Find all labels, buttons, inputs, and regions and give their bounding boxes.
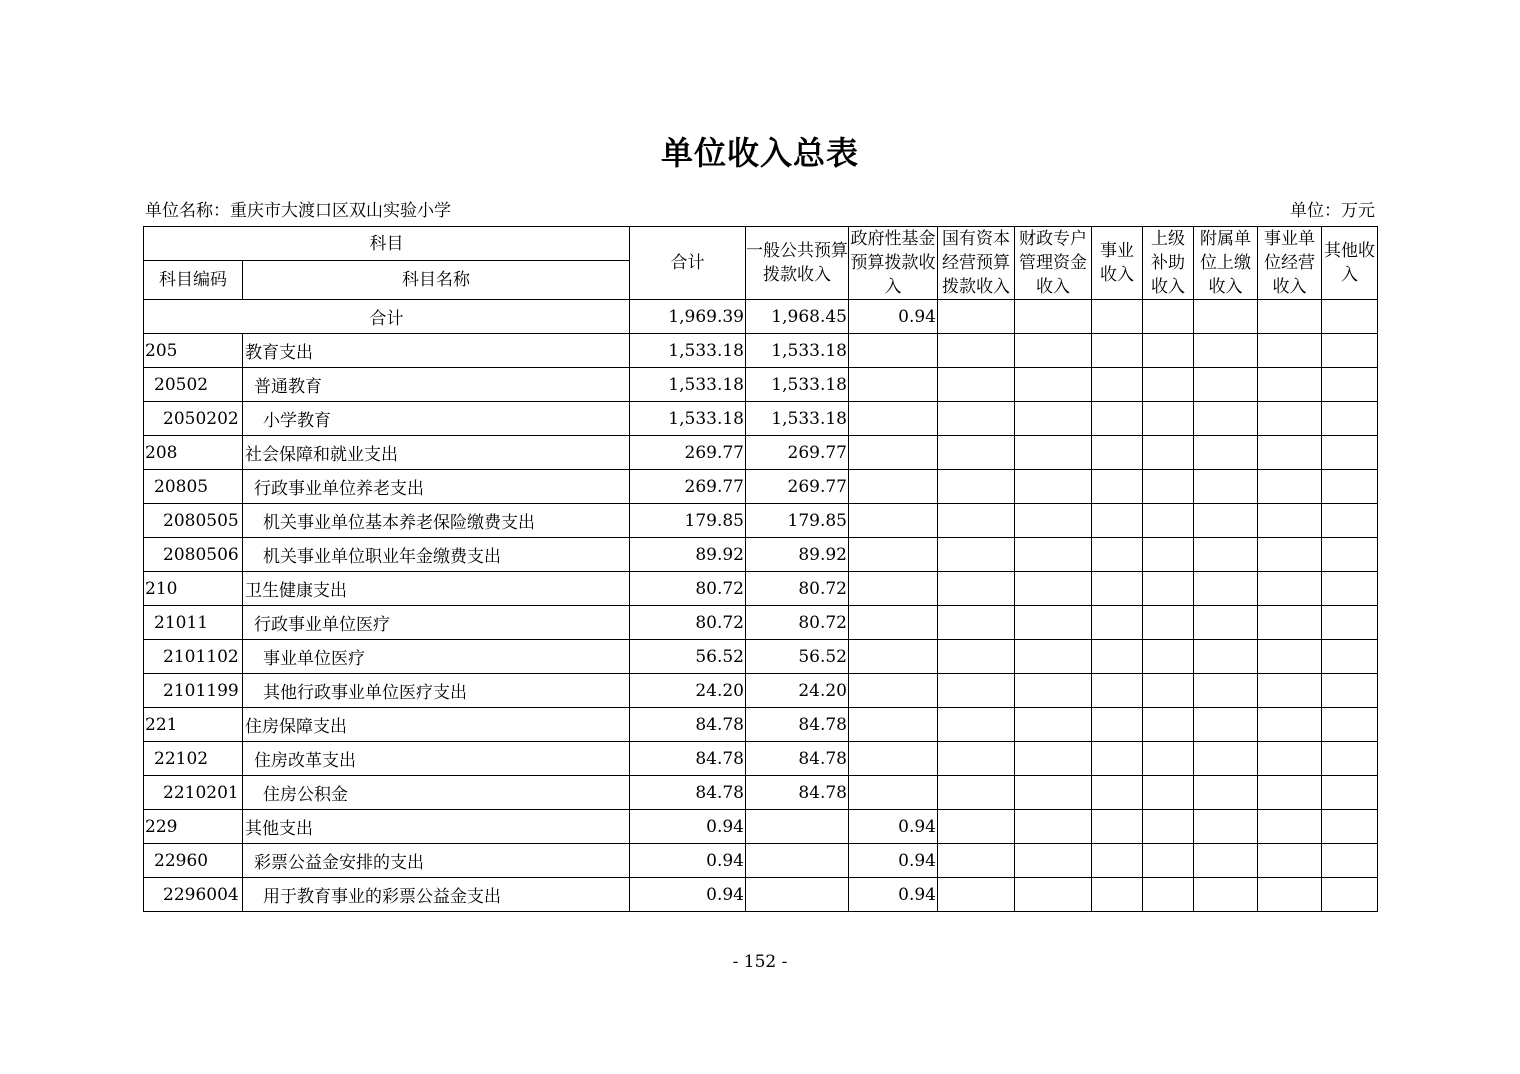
subject-code: 205 [144,334,243,368]
amount-cell [849,708,938,742]
amount-cell [1015,640,1092,674]
amount-cell [1015,538,1092,572]
subject-name: 小学教育 [243,402,630,436]
amount-cell [1194,368,1258,402]
amount-cell: 84.78 [746,776,849,810]
amount-cell [849,776,938,810]
amount-cell [938,606,1015,640]
amount-cell: 80.72 [746,606,849,640]
amount-cell [1258,334,1322,368]
amount-cell [1143,640,1194,674]
table-row [144,844,1378,878]
table-row [144,674,1378,708]
amount-cell [746,844,849,878]
amount-cell [1143,810,1194,844]
amount-cell: 1,533.18 [746,334,849,368]
amount-cell [1015,402,1092,436]
subject-name: 普通教育 [243,368,630,402]
amount-cell [1092,470,1143,504]
amount-cell [1015,810,1092,844]
table-row [144,776,1378,810]
amount-cell [1322,878,1378,912]
table-row [144,742,1378,776]
subject-code: 229 [144,810,243,844]
subject-name: 机关事业单位基本养老保险缴费支出 [243,504,630,538]
amount-cell [1092,436,1143,470]
subject-name: 行政事业单位医疗 [243,606,630,640]
amount-cell [1322,606,1378,640]
subject-code: 2210201 [144,776,243,810]
amount-cell [1015,708,1092,742]
amount-cell: 24.20 [630,674,746,708]
amount-cell [1015,878,1092,912]
amount-cell [938,538,1015,572]
table-row [144,878,1378,912]
amount-cell [1322,708,1378,742]
header-col-operating-income: 事业单位经营收入 [1258,227,1322,300]
amount-cell [1143,402,1194,436]
amount-cell [849,368,938,402]
amount-cell [1258,844,1322,878]
amount-cell [849,742,938,776]
amount-cell [1322,402,1378,436]
subject-name: 行政事业单位养老支出 [243,470,630,504]
amount-cell [1322,504,1378,538]
amount-cell [938,708,1015,742]
amount-cell [1015,674,1092,708]
amount-cell [1092,810,1143,844]
total-value [1258,300,1322,334]
amount-cell [1322,810,1378,844]
amount-cell [1092,334,1143,368]
amount-cell [1015,334,1092,368]
amount-cell [849,470,938,504]
amount-cell [1143,334,1194,368]
amount-cell [1143,368,1194,402]
amount-cell [1194,436,1258,470]
table-row [144,402,1378,436]
amount-cell [1092,878,1143,912]
amount-cell: 80.72 [746,572,849,606]
amount-cell [938,844,1015,878]
amount-cell [849,640,938,674]
total-value [1092,300,1143,334]
amount-cell [1258,470,1322,504]
amount-cell: 80.72 [630,572,746,606]
amount-cell [1194,742,1258,776]
table-row [144,470,1378,504]
amount-cell [1015,436,1092,470]
total-value [938,300,1015,334]
amount-cell [1092,368,1143,402]
amount-cell [1322,844,1378,878]
table-row [144,810,1378,844]
total-value [1143,300,1194,334]
amount-cell [849,334,938,368]
amount-cell [1015,776,1092,810]
amount-cell [1143,776,1194,810]
amount-cell [849,402,938,436]
amount-cell [938,504,1015,538]
amount-cell [1258,878,1322,912]
amount-cell: 0.94 [849,810,938,844]
amount-cell [1322,674,1378,708]
amount-cell [1258,776,1322,810]
amount-cell [938,334,1015,368]
amount-cell: 269.77 [746,470,849,504]
amount-cell [1092,606,1143,640]
table-row [144,606,1378,640]
amount-cell [1092,674,1143,708]
amount-cell [1322,742,1378,776]
header-col-state-capital: 国有资本经营预算拨款收入 [938,227,1015,300]
header-col-business-income: 事业收入 [1092,227,1143,300]
amount-cell [1143,844,1194,878]
amount-cell [1194,776,1258,810]
amount-cell [1092,538,1143,572]
amount-cell [1143,674,1194,708]
amount-cell [1194,402,1258,436]
table-row [144,334,1378,368]
amount-cell [1092,640,1143,674]
amount-cell [1194,708,1258,742]
amount-cell [1015,368,1092,402]
total-value: 1,968.45 [746,300,849,334]
amount-cell [746,810,849,844]
amount-cell: 1,533.18 [630,334,746,368]
amount-cell [1092,776,1143,810]
amount-cell [1322,640,1378,674]
header-code: 科目编码 [144,261,243,300]
amount-cell [1194,538,1258,572]
amount-cell [1194,878,1258,912]
amount-cell: 269.77 [746,436,849,470]
subject-name: 住房公积金 [243,776,630,810]
subject-code: 21011 [144,606,243,640]
amount-cell [1258,708,1322,742]
amount-cell [1143,742,1194,776]
amount-cell: 84.78 [746,708,849,742]
subject-name: 教育支出 [243,334,630,368]
table-row [144,436,1378,470]
amount-cell: 56.52 [746,640,849,674]
subject-name: 彩票公益金安排的支出 [243,844,630,878]
amount-cell [1194,504,1258,538]
amount-cell [1194,640,1258,674]
subject-code: 2050202 [144,402,243,436]
subject-name: 事业单位医疗 [243,640,630,674]
amount-cell [746,878,849,912]
amount-cell [938,436,1015,470]
header-col-general-budget: 一般公共预算拨款收入 [746,227,849,300]
amount-cell [849,674,938,708]
amount-cell [1015,470,1092,504]
amount-cell [938,742,1015,776]
amount-cell [1194,674,1258,708]
unit-name: 单位名称：重庆市大渡口区双山实验小学 [145,201,451,221]
amount-cell [849,504,938,538]
amount-cell [1258,538,1322,572]
table-row [144,708,1378,742]
subject-code: 22960 [144,844,243,878]
amount-cell: 0.94 [630,844,746,878]
table-row [144,640,1378,674]
amount-cell [1258,504,1322,538]
subject-name: 卫生健康支出 [243,572,630,606]
amount-cell [1143,708,1194,742]
amount-cell [849,436,938,470]
amount-cell [1258,742,1322,776]
total-value [1194,300,1258,334]
amount-cell: 1,533.18 [746,402,849,436]
amount-cell [1258,606,1322,640]
amount-cell [1194,470,1258,504]
amount-cell [1092,844,1143,878]
subject-name: 住房保障支出 [243,708,630,742]
amount-cell: 56.52 [630,640,746,674]
amount-cell [938,640,1015,674]
amount-cell [1143,504,1194,538]
amount-cell [1015,606,1092,640]
subject-code: 2296004 [144,878,243,912]
amount-cell [1322,572,1378,606]
amount-cell: 179.85 [630,504,746,538]
table-row [144,538,1378,572]
amount-cell [938,776,1015,810]
amount-cell [1194,810,1258,844]
amount-cell [938,368,1015,402]
header-subject: 科目 [144,227,630,261]
amount-cell: 84.78 [746,742,849,776]
unit-label: 单位：万元 [1290,201,1375,221]
amount-cell [1092,708,1143,742]
amount-cell: 24.20 [746,674,849,708]
amount-cell: 84.78 [630,742,746,776]
subject-code: 2101199 [144,674,243,708]
amount-cell [938,674,1015,708]
amount-cell [938,402,1015,436]
header-col-other-income: 其他收入 [1322,227,1378,300]
subject-name: 住房改革支出 [243,742,630,776]
total-value: 0.94 [849,300,938,334]
amount-cell [849,538,938,572]
amount-cell [1143,572,1194,606]
amount-cell [1015,742,1092,776]
amount-cell [1258,810,1322,844]
page-title: 单位收入总表 [660,134,859,172]
header-col-total: 合计 [630,227,746,300]
amount-cell [938,810,1015,844]
amount-cell: 84.78 [630,776,746,810]
amount-cell [1015,504,1092,538]
subject-code: 20502 [144,368,243,402]
subject-name: 机关事业单位职业年金缴费支出 [243,538,630,572]
amount-cell [1194,606,1258,640]
amount-cell: 0.94 [849,844,938,878]
amount-cell [1258,368,1322,402]
subject-name: 其他支出 [243,810,630,844]
amount-cell [1258,674,1322,708]
amount-cell [1194,572,1258,606]
amount-cell [1322,776,1378,810]
total-value: 1,969.39 [630,300,746,334]
subject-code: 2101102 [144,640,243,674]
amount-cell [1092,572,1143,606]
subject-code: 20805 [144,470,243,504]
table-row [144,504,1378,538]
amount-cell [849,606,938,640]
subject-name: 其他行政事业单位医疗支出 [243,674,630,708]
amount-cell: 269.77 [630,470,746,504]
amount-cell [1092,402,1143,436]
amount-cell [1194,334,1258,368]
amount-cell [1092,742,1143,776]
amount-cell [1322,538,1378,572]
amount-cell: 89.92 [630,538,746,572]
table-row [144,572,1378,606]
amount-cell: 89.92 [746,538,849,572]
amount-cell: 0.94 [849,878,938,912]
amount-cell: 1,533.18 [746,368,849,402]
subject-code: 2080505 [144,504,243,538]
amount-cell [849,572,938,606]
amount-cell: 1,533.18 [630,368,746,402]
header-name: 科目名称 [243,261,630,300]
amount-cell [1258,402,1322,436]
amount-cell [1194,844,1258,878]
header-col-gov-fund: 政府性基金预算拨款收入 [849,227,938,300]
amount-cell [1322,436,1378,470]
subject-code: 210 [144,572,243,606]
subject-name: 社会保障和就业支出 [243,436,630,470]
amount-cell: 1,533.18 [630,402,746,436]
amount-cell [1258,572,1322,606]
total-row [144,300,1378,334]
amount-cell: 0.94 [630,878,746,912]
amount-cell [1322,470,1378,504]
amount-cell [1015,844,1092,878]
amount-cell [1143,538,1194,572]
amount-cell [938,470,1015,504]
amount-cell: 0.94 [630,810,746,844]
amount-cell: 269.77 [630,436,746,470]
amount-cell [938,878,1015,912]
amount-cell [1322,334,1378,368]
subject-code: 208 [144,436,243,470]
header-col-affiliated-unit: 附属单位上缴收入 [1194,227,1258,300]
amount-cell [1258,436,1322,470]
total-value [1015,300,1092,334]
amount-cell [938,572,1015,606]
amount-cell [1143,878,1194,912]
page-number: - 152 - [732,952,788,972]
amount-cell [1015,572,1092,606]
total-label: 合计 [144,300,630,334]
amount-cell: 80.72 [630,606,746,640]
subject-code: 221 [144,708,243,742]
amount-cell [1143,470,1194,504]
amount-cell [1143,606,1194,640]
amount-cell [1322,368,1378,402]
amount-cell [1092,504,1143,538]
subject-name: 用于教育事业的彩票公益金支出 [243,878,630,912]
amount-cell: 179.85 [746,504,849,538]
total-value [1322,300,1378,334]
header-col-superior-subsidy: 上级补助收入 [1143,227,1194,300]
income-summary-table [143,226,1378,912]
amount-cell [1258,640,1322,674]
amount-cell [1143,436,1194,470]
subject-code: 22102 [144,742,243,776]
header-col-special-account: 财政专户管理资金收入 [1015,227,1092,300]
subject-code: 2080506 [144,538,243,572]
table-row [144,368,1378,402]
amount-cell: 84.78 [630,708,746,742]
